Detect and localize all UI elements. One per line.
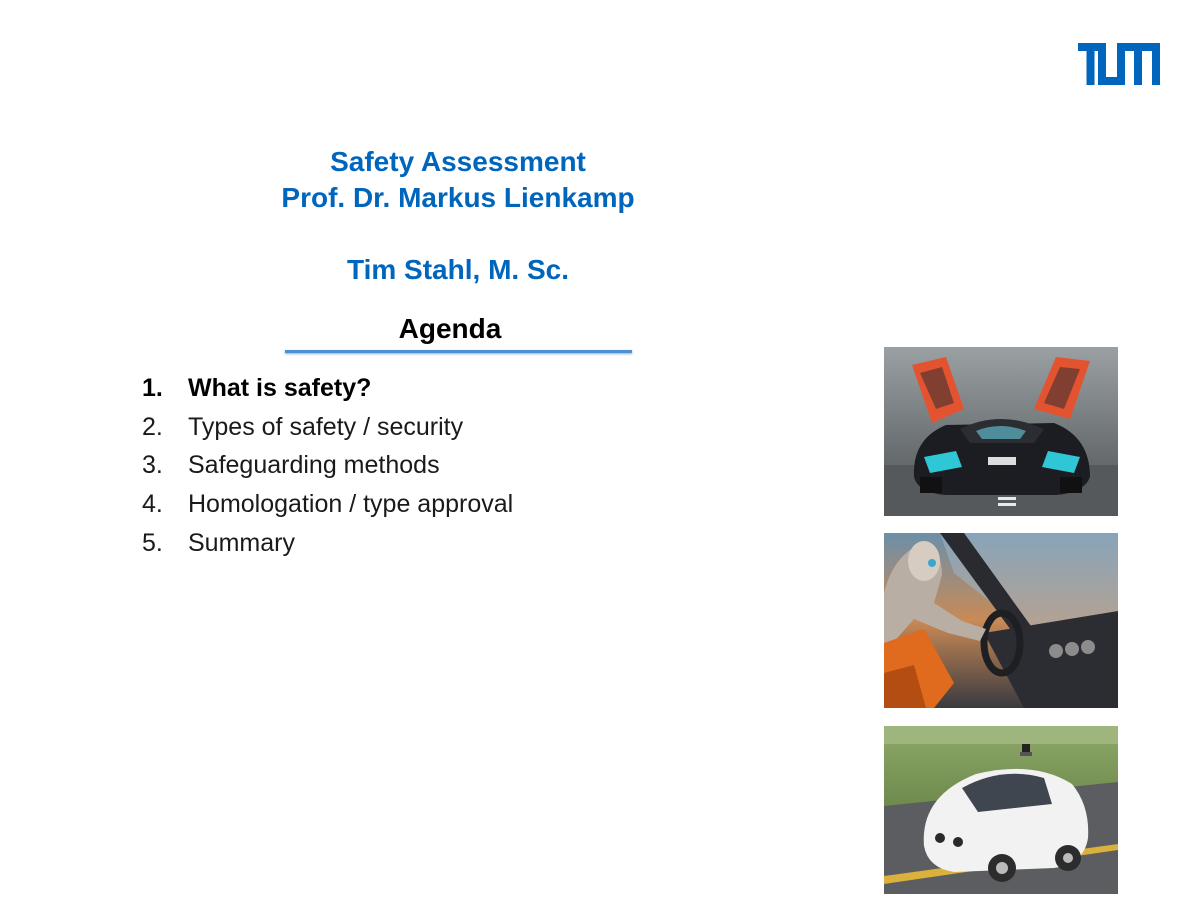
agenda-item xyxy=(142,371,513,410)
agenda-item-number: 2. xyxy=(142,412,163,441)
agenda-item xyxy=(142,487,513,526)
presenter-name: Tim Stahl, M. Sc. xyxy=(347,254,569,285)
agenda-item-label: What is safety? xyxy=(188,374,372,402)
agenda-item-label: Safeguarding methods xyxy=(188,451,440,480)
professor-name: Prof. Dr. Markus Lienkamp xyxy=(281,182,635,213)
agenda-item-number: 4. xyxy=(142,490,163,519)
agenda-item-number: 1. xyxy=(142,374,163,402)
agenda-list xyxy=(142,371,513,564)
robot-driver-photo xyxy=(884,533,1118,708)
racing-car-photo xyxy=(884,347,1118,516)
title-block xyxy=(240,144,676,288)
agenda-item-number: 5. xyxy=(142,528,163,557)
agenda-item xyxy=(142,448,513,487)
self-driving-car-photo xyxy=(884,726,1118,894)
agenda-divider xyxy=(285,350,632,353)
agenda-item xyxy=(142,410,513,449)
course-title: Safety Assessment xyxy=(330,146,586,177)
agenda-item-number: 3. xyxy=(142,451,163,480)
agenda-item xyxy=(142,526,513,565)
agenda-item-label: Types of safety / security xyxy=(188,412,464,441)
agenda-item-label: Summary xyxy=(188,528,295,557)
agenda-heading: Agenda xyxy=(398,313,502,344)
tum-logo xyxy=(1078,43,1160,85)
agenda-item-label: Homologation / type approval xyxy=(188,490,514,519)
